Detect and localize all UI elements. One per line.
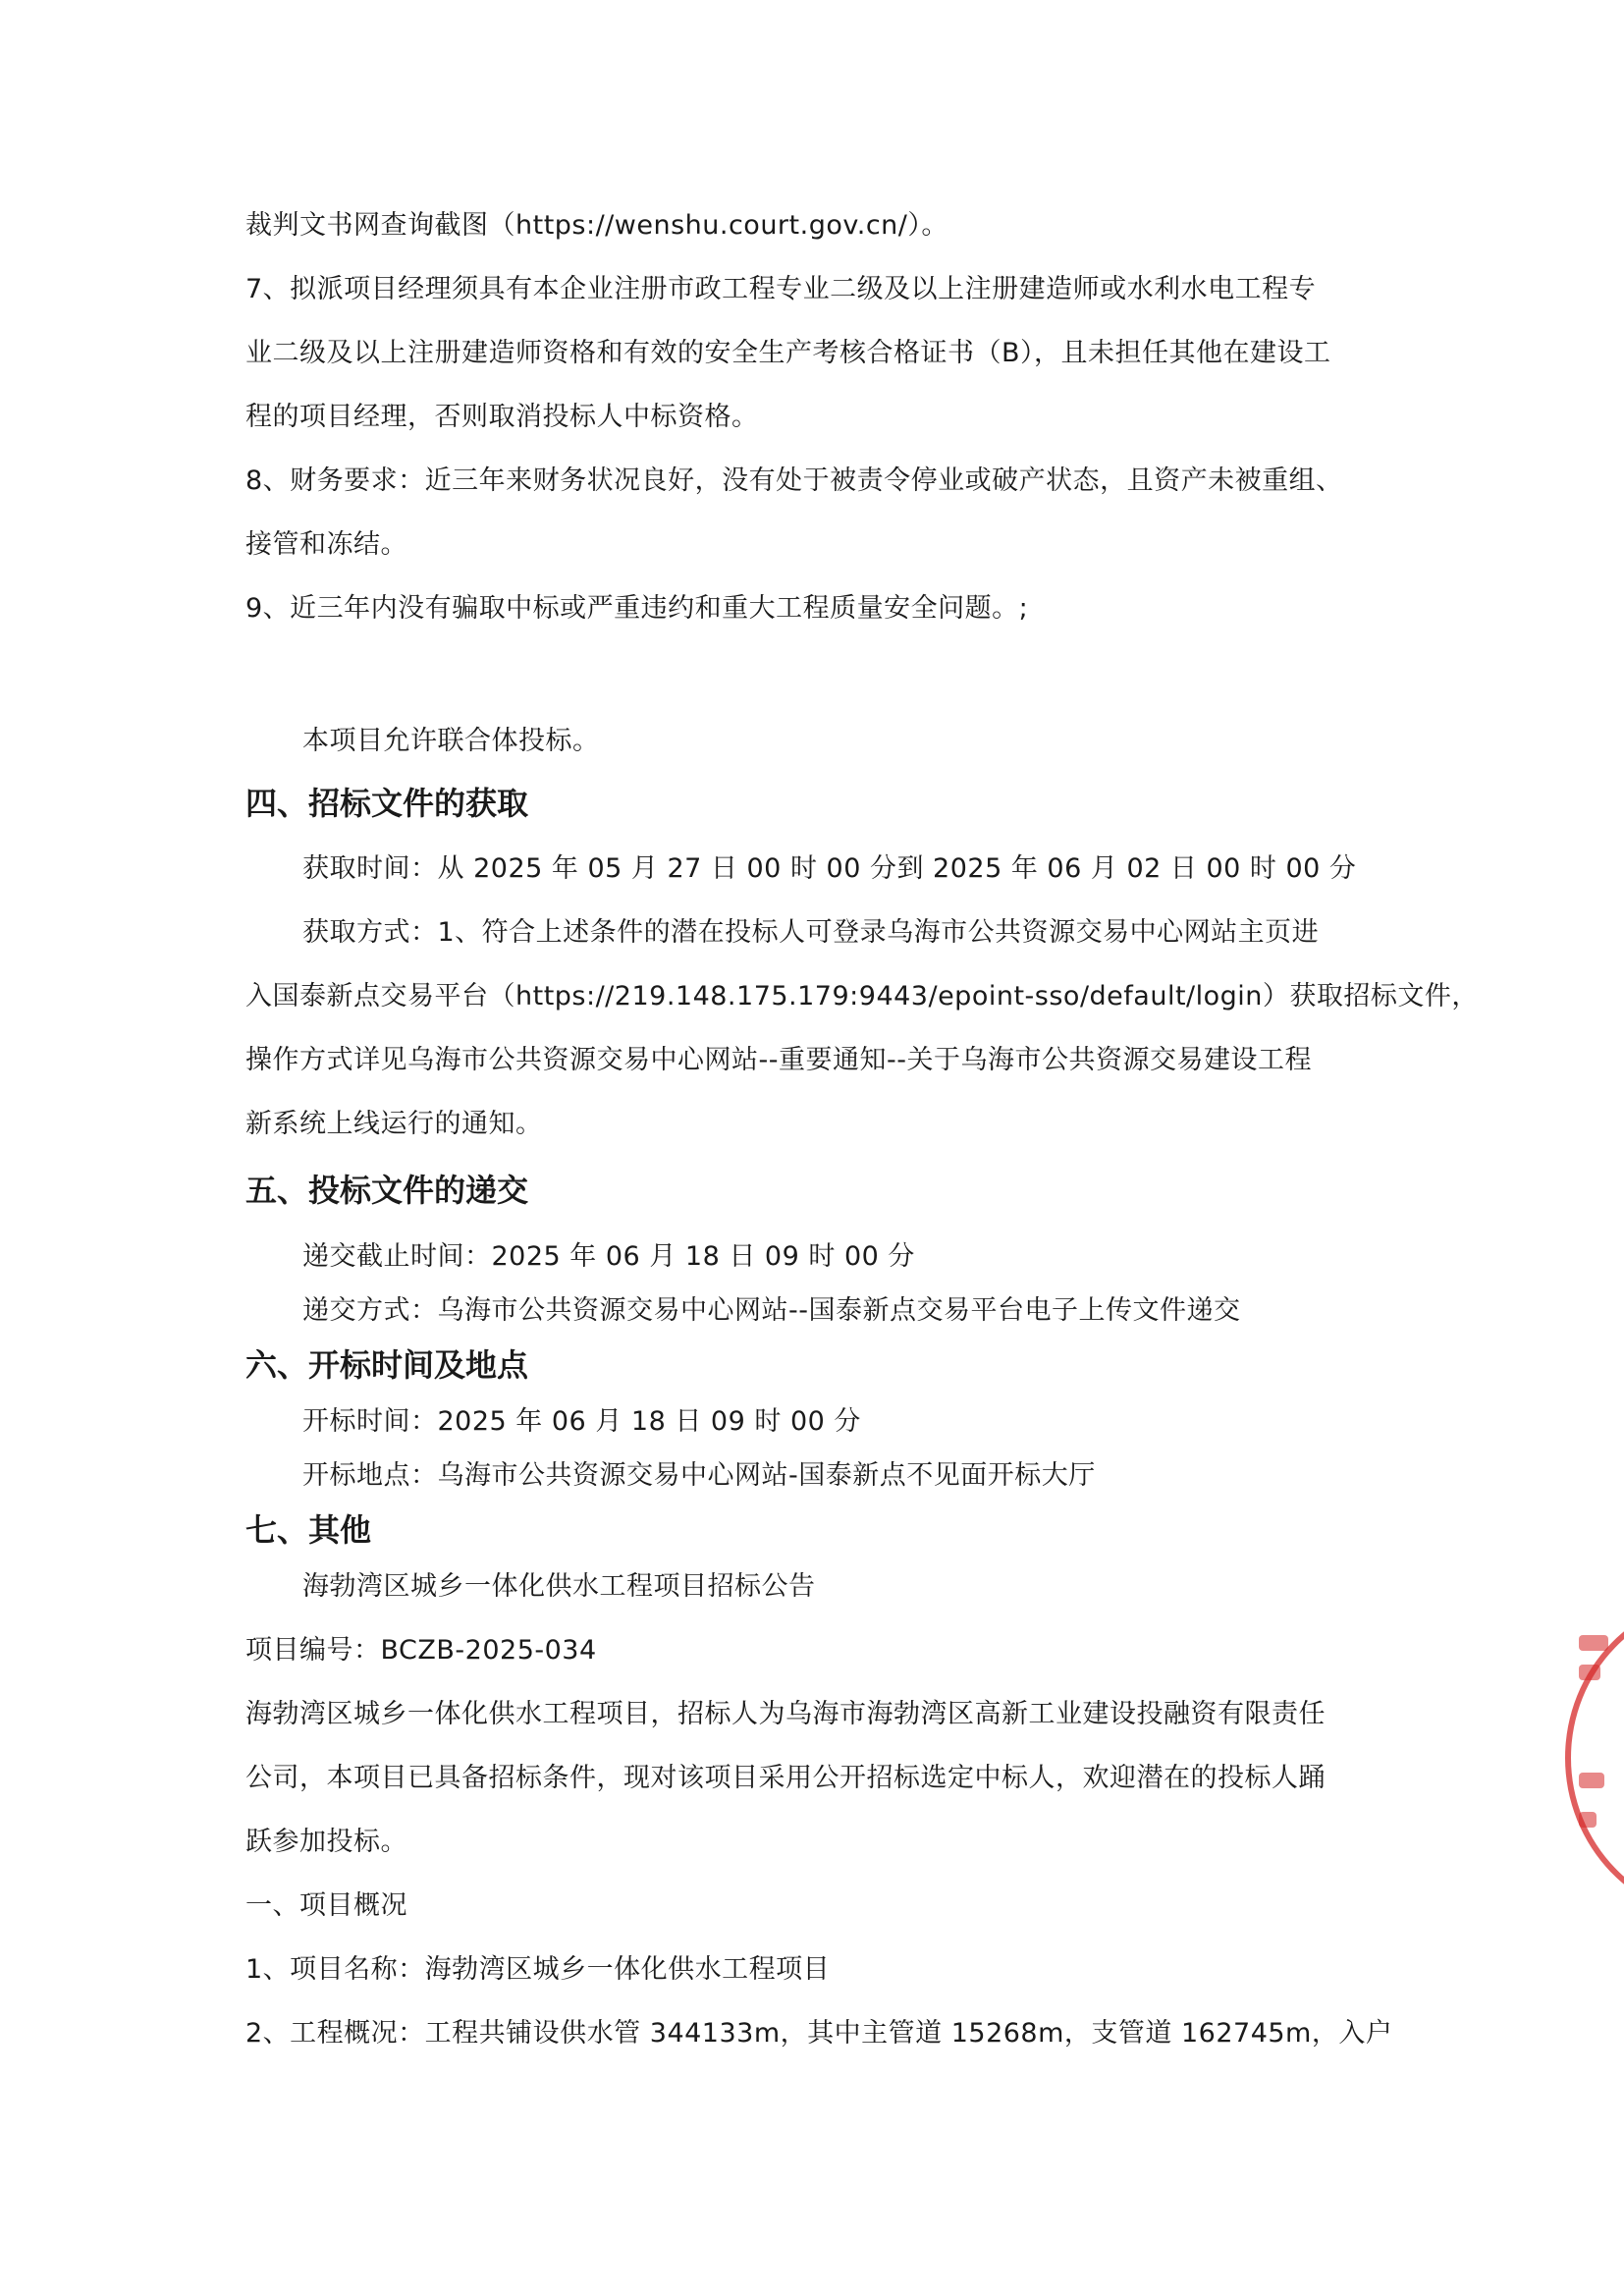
text-line: 业二级及以上注册建造师资格和有效的安全生产考核合格证书（B），且未担任其他在建设工 <box>245 338 1331 368</box>
text-line: 9、近三年内没有骗取中标或严重违约和重大工程质量安全问题。; <box>245 593 1029 624</box>
text-line: 接管和冻结。 <box>245 529 407 560</box>
text-line: 1、项目名称：海勃湾区城乡一体化供水工程项目 <box>245 1954 831 1985</box>
text-line: 跃参加投标。 <box>245 1827 407 1857</box>
text-line: 获取时间：从 2025 年 05 月 27 日 00 时 00 分到 2025 年 06 月 02 日 00 时 00 分 <box>302 853 1357 884</box>
text-line: 新系统上线运行的通知。 <box>245 1109 543 1139</box>
text-line: 项目编号：BCZB-2025-034 <box>245 1635 597 1666</box>
seal-mark <box>1579 1665 1600 1680</box>
text-line: 8、财务要求：近三年来财务状况良好，没有处于被责令停业或破产状态，且资产未被重组、 <box>245 465 1343 496</box>
text-line: 获取方式：1、符合上述条件的潜在投标人可登录乌海市公共资源交易中心网站主页进 <box>302 917 1320 948</box>
text-line: 入国泰新点交易平台（https://219.148.175.179:9443/epoint-sso/default/login）获取招标文件， <box>245 981 1479 1011</box>
seal-mark <box>1579 1812 1597 1828</box>
text-line: 开标地点：乌海市公共资源交易中心网站-国泰新点不见面开标大厅 <box>302 1460 1096 1491</box>
text-line: 裁判文书网查询截图（https://wenshu.court.gov.cn/）。 <box>245 210 948 241</box>
text-line: 公司，本项目已具备招标条件，现对该项目采用公开招标选定中标人，欢迎潜在的投标人踊 <box>245 1763 1326 1793</box>
text-line: 2、工程概况：工程共铺设供水管 344133m，其中主管道 15268m，支管道 162745m，入户 <box>245 2018 1393 2049</box>
section-heading: 四、招标文件的获取 <box>245 785 529 822</box>
text-line: 本项目允许联合体投标。 <box>302 726 600 756</box>
seal-mark <box>1579 1773 1604 1788</box>
seal-mark <box>1579 1635 1608 1651</box>
section-heading: 五、投标文件的递交 <box>245 1172 529 1209</box>
section-heading: 六、开标时间及地点 <box>245 1346 529 1384</box>
text-line: 海勃湾区城乡一体化供水工程项目招标公告 <box>302 1571 816 1602</box>
text-line: 海勃湾区城乡一体化供水工程项目，招标人为乌海市海勃湾区高新工业建设投融资有限责任 <box>245 1699 1326 1729</box>
text-line: 递交方式：乌海市公共资源交易中心网站--国泰新点交易平台电子上传文件递交 <box>302 1295 1241 1326</box>
text-line: 一、项目概况 <box>245 1890 407 1921</box>
text-line: 程的项目经理，否则取消投标人中标资格。 <box>245 402 759 432</box>
text-line: 操作方式详见乌海市公共资源交易中心网站--重要通知--关于乌海市公共资源交易建设工程 <box>245 1045 1312 1075</box>
text-line: 递交截止时间：2025 年 06 月 18 日 09 时 00 分 <box>302 1241 915 1272</box>
seal-stamp <box>1565 1596 1624 1920</box>
text-line: 7、拟派项目经理须具有本企业注册市政工程专业二级及以上注册建造师或水利水电工程专 <box>245 274 1317 304</box>
section-heading: 七、其他 <box>245 1511 372 1549</box>
text-line: 开标时间：2025 年 06 月 18 日 09 时 00 分 <box>302 1406 861 1437</box>
